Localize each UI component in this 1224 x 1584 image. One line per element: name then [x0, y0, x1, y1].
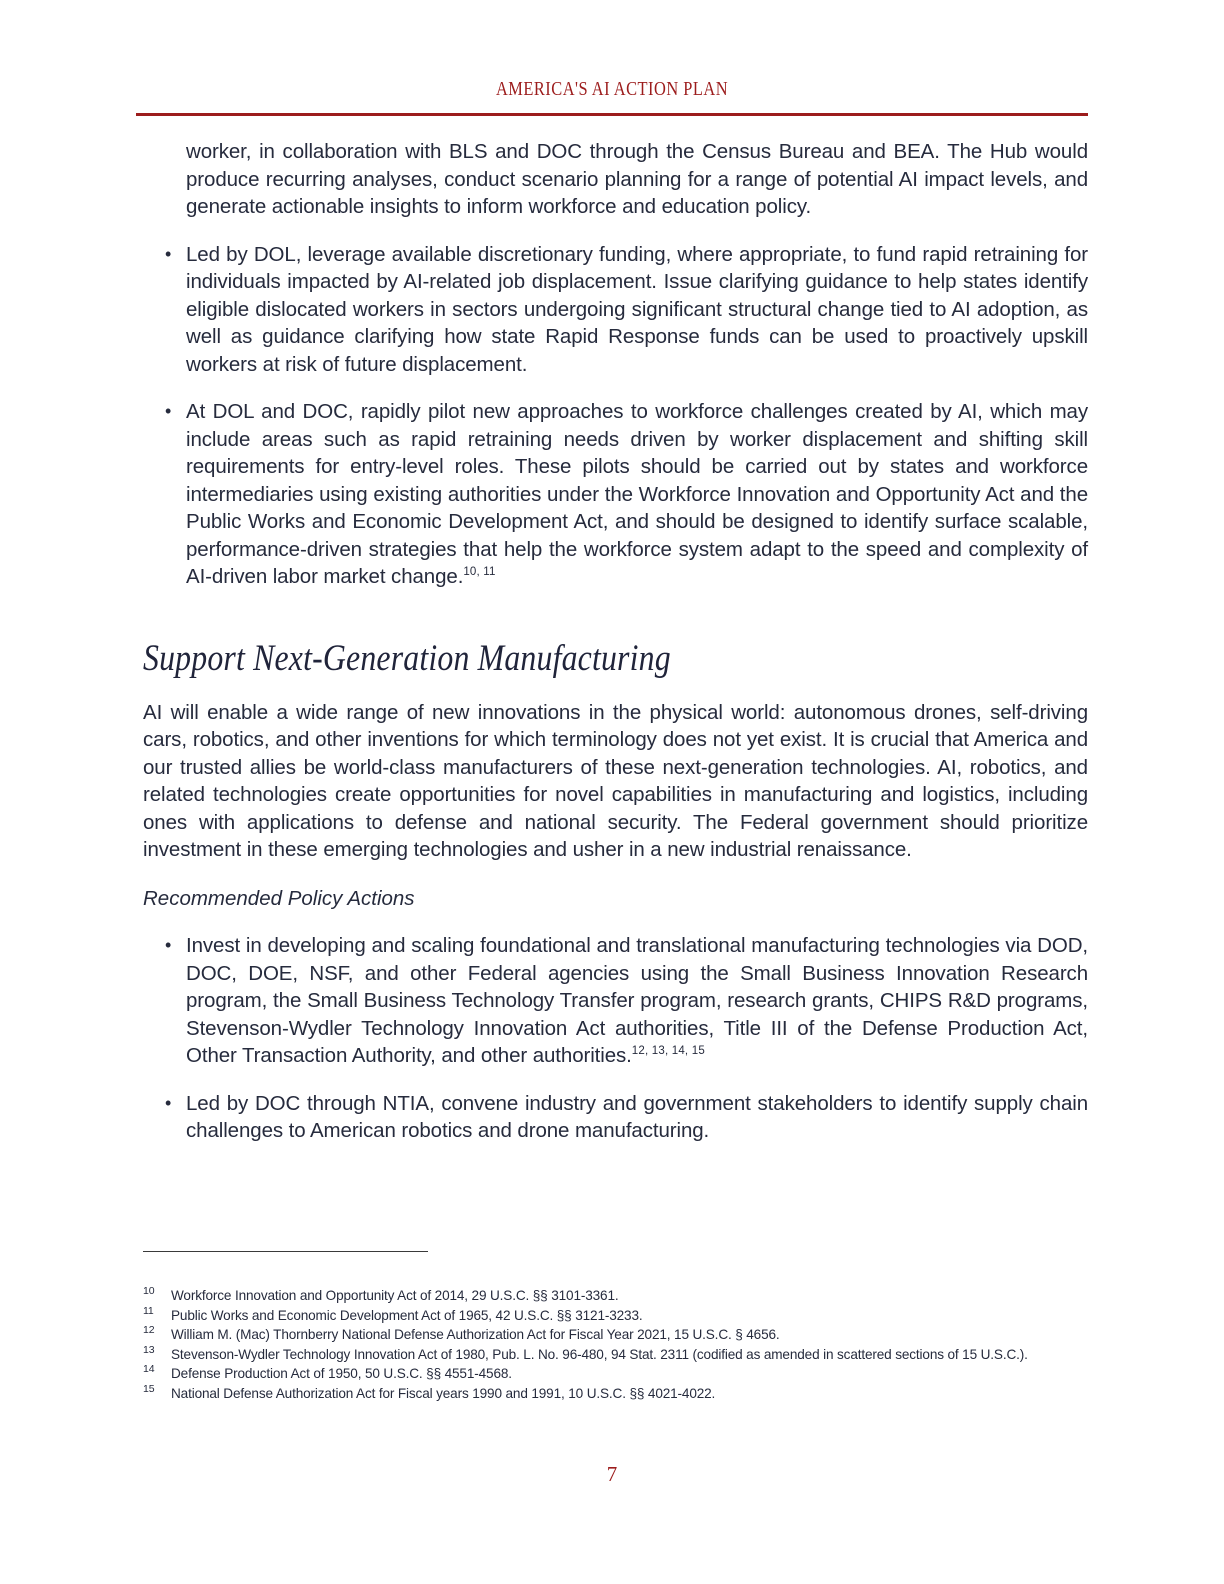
list-item: [143, 1090, 1088, 1145]
bullet-icon: •: [165, 243, 172, 264]
header-divider-rule: [136, 113, 1088, 116]
footnote-number: 11: [143, 1304, 154, 1317]
recommended-policy-actions-subheading: Recommended Policy Actions: [143, 886, 415, 910]
bullet-icon: •: [165, 401, 172, 421]
bullet-icon: •: [165, 1092, 172, 1113]
list-item: [143, 398, 1088, 591]
footnote-entry: [143, 1364, 1073, 1384]
bullet-icon: •: [165, 935, 172, 955]
spacer: [143, 864, 1088, 885]
continuation-paragraph: worker, in collaboration with BLS and DOC through the Census Bureau and BEA. The Hub would produce recurring analyses, conduct scenario planning for a range of potential AI impact levels, and generate actionable insights to inform workforce and education policy.: [186, 140, 1088, 218]
list-item-text: Led by DOL, leverage available discretionary funding, where appropriate, to fund rapid retraining for individuals impacted by AI-related job displacement. Issue clarifying guidance to help states identify eligible dislocated workers in sectors undergoing significant structural change tied to AI adoption, as well as guidance clarifying how state Rapid Response funds can be used to proactively upskill workers at risk of future displacement.: [186, 242, 1088, 376]
footnote-text: National Defense Authorization Act for Fiscal years 1990 and 1991, 10 U.S.C. §§ 4021-4022.: [171, 1385, 716, 1401]
footnote-number: 14: [143, 1363, 155, 1376]
footnote-number: 13: [143, 1343, 155, 1356]
footnote-separator-rule: [143, 1251, 428, 1252]
footnote-entry: [143, 1306, 1073, 1326]
list-item: [143, 241, 1088, 379]
page-title: Support Next-Generation Manufacturing: [143, 637, 671, 679]
footnotes-section: [143, 1286, 1073, 1404]
footnote-text: Workforce Innovation and Opportunity Act of 2014, 29 U.S.C. §§ 3101-3361.: [171, 1288, 619, 1303]
policy-actions-bullet-list: [143, 932, 1088, 1145]
footnote-number: 15: [143, 1382, 155, 1395]
list-item-text: Led by DOC through NTIA, convene industry and government stakeholders to identify supply chain challenges to American robotics and drone manufacturing.: [186, 1091, 1088, 1142]
list-item: [143, 932, 1088, 1070]
document-title: AMERICA'S AI ACTION PLAN: [495, 78, 729, 100]
footnote-text: Stevenson-Wydler Technology Innovation Act of 1980, Pub. L. No. 96-480, 94 Stat. 2311 (codified as amended in scattered sections of 15 U.S.C.).: [171, 1346, 1028, 1362]
list-item-text: Invest in developing and scaling foundational and translational manufacturing technologies via DOD, DOC, DOE, NSF, and other Federal agencies using the Small Business Innovation Research program, the Small Business Technology Transfer program, research grants, CHIPS R&D programs, Stevenson-Wydler Technology Innovation Act authorities, Title III of the Defense Production Act, Other Transaction Authority, and other authorities.: [186, 934, 1088, 1067]
page-number: 7: [606, 1462, 618, 1486]
footnote-entry: [143, 1345, 1073, 1365]
workforce-bullet-list: [143, 241, 1088, 591]
section-heading-wrapper: [143, 637, 1088, 681]
footnote-entry: [143, 1384, 1073, 1404]
footnote-text: William M. (Mac) Thornberry National Defense Authorization Act for Fiscal Year 2021, 15 U.S.C. § 4656.: [171, 1327, 780, 1343]
footnote-reference[interactable]: 10, 11: [463, 566, 496, 579]
list-item-text: At DOL and DOC, rapidly pilot new approaches to workforce challenges created by AI, which may include areas such as rapid retraining needs driven by worker displacement and shifting skill requirements for entry-level roles. These pilots should be carried out by states and workforce intermediaries using existing authorities under the Workforce Innovation and Opportunity Act and the Public Works and Economic Development Act, and should be designed to identify surface scalable, performance-driven strategies that help the workforce system adapt to the speed and complexity of AI-driven labor market change.: [186, 400, 1088, 588]
footnote-reference[interactable]: 12, 13, 14, 15: [631, 1045, 705, 1058]
footnote-entry: [143, 1286, 1073, 1306]
footnote-number: 12: [143, 1324, 155, 1337]
section-intro-paragraph: AI will enable a wide range of new innovations in the physical world: autonomous drones, self-driving cars, robotics, and other inventions for which terminology does not yet exist. It is crucial that America and our trusted allies be world-class manufacturers of these next-generation technologies. AI, robotics, and related technologies create opportunities for novel capabilities in manufacturing and logistics, including ones with applications to defense and national security. The Federal government should prioritize investment in these emerging technologies and usher in a new industrial renaissance.: [143, 700, 1088, 861]
footnote-text: Defense Production Act of 1950, 50 U.S.C. §§ 4551-4568.: [171, 1366, 512, 1382]
footnote-text: Public Works and Economic Development Act of 1965, 42 U.S.C. §§ 3121-3233.: [171, 1307, 643, 1323]
footnote-entry: [143, 1325, 1073, 1345]
running-header: [136, 78, 1088, 100]
footnote-number: 10: [143, 1285, 155, 1297]
main-content-column: [143, 138, 1088, 1145]
